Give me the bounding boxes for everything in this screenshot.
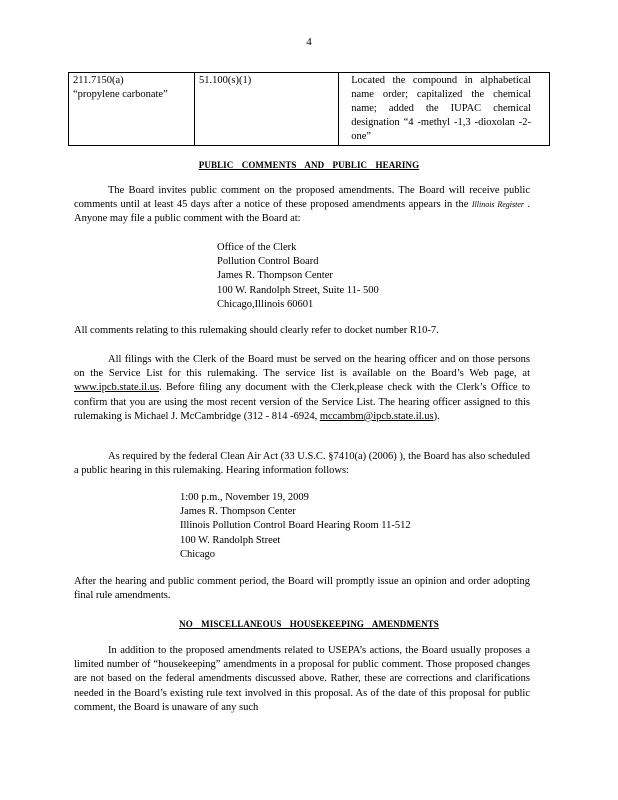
paragraph-housekeeping: In addition to the proposed amendments related to USEPA’s actions, the Board usually proposes a limited number of “housekeeping” amendments in a proposal for public comment. Those proposed changes are not based on the federal amendments discussed above. Rather, these are corrections and clarifications needed in the Board’s existing rule text involved in this proposal. As of the date of this proposal for public comment, the Board is unaware of any such bbox=[74, 645, 530, 713]
paragraph-text: ). bbox=[433, 410, 440, 422]
paragraph-text: All filings with the Clerk of the Board must be served on the hearing officer and on those persons on the Service List for this rulemaking. The service list is available on the Board’s Web page, at bbox=[74, 354, 530, 380]
address-line: Chicago,Illinois 60601 bbox=[217, 298, 314, 310]
paragraph-filings bbox=[74, 353, 530, 424]
amendment-table bbox=[68, 72, 550, 146]
term-name: “propylene carbonate” bbox=[73, 89, 168, 100]
clerk-address-block bbox=[217, 241, 379, 312]
table-cell-section bbox=[69, 73, 195, 146]
paragraph-invite-comment bbox=[74, 184, 530, 227]
hearing-line: Illinois Pollution Control Board Hearing Room 11-512 bbox=[180, 520, 411, 532]
paragraph-text: . Anyone may file a public comment with the Board at: bbox=[74, 199, 531, 225]
page-number: 4 bbox=[306, 36, 312, 48]
hearing-line: 100 W. Randolph Street bbox=[180, 534, 281, 546]
heading-housekeeping: NO MISCELLANEOUS HOUSEKEEPING AMENDMENTS bbox=[179, 619, 439, 629]
change-description: Located the compound in alphabetical name order; capitalized the chemical name; added the IUPAC chemical designation “4 -methyl -1,3 -dioxolan -2-one” bbox=[351, 75, 531, 142]
table-cell-change bbox=[339, 73, 550, 146]
address-line: James R. Thompson Center bbox=[217, 270, 333, 282]
illinois-register-title: Illinois Register bbox=[471, 200, 524, 210]
paragraph-hearing-scheduled: As required by the federal Clean Air Act (33 U.S.C. §7410(a) (2006) ), the Board has also scheduled a public hearing in this rulemaking. Hearing information follows: bbox=[74, 451, 530, 477]
address-line: Pollution Control Board bbox=[217, 256, 319, 268]
hearing-line: 1:00 p.m., November 19, 2009 bbox=[180, 492, 309, 503]
address-line: 100 W. Randolph Street, Suite 11- 500 bbox=[217, 284, 379, 296]
hearing-officer-email-link[interactable]: mccambm@ipcb.state.il.us bbox=[319, 410, 434, 422]
address-line: Office of the Clerk bbox=[217, 242, 297, 253]
hearing-line: James R. Thompson Center bbox=[180, 506, 296, 518]
paragraph-text: . Before filing any document with the Clerk,please check with the Clerk’s Office to confirm that you are using the most recent version of the Service List. The hearing officer assigned to this rulemaking is Michael J. McCambridge (312 - 814 -6924, bbox=[74, 382, 530, 422]
hearing-info-block bbox=[180, 491, 411, 562]
section-number: 211.7150(a) bbox=[73, 75, 124, 86]
table-cell-source: 51.100(s)(1) bbox=[195, 73, 339, 146]
hearing-line: Chicago bbox=[180, 548, 215, 560]
paragraph-after-hearing: After the hearing and public comment period, the Board will promptly issue an opinion and order adopting final rule amendments. bbox=[74, 576, 530, 602]
board-website-link[interactable]: www.ipcb.state.il.us bbox=[74, 382, 160, 394]
table-row bbox=[69, 73, 550, 146]
paragraph-text: The Board invites public comment on the proposed amendments. The Board will receive public comments until at least 45 days after a notice of these proposed amendments appears in the bbox=[74, 185, 530, 211]
heading-public-comments: PUBLIC COMMENTS AND PUBLIC HEARING bbox=[198, 160, 420, 170]
paragraph-docket: All comments relating to this rulemaking should clearly refer to docket number R10-7. bbox=[74, 325, 439, 336]
